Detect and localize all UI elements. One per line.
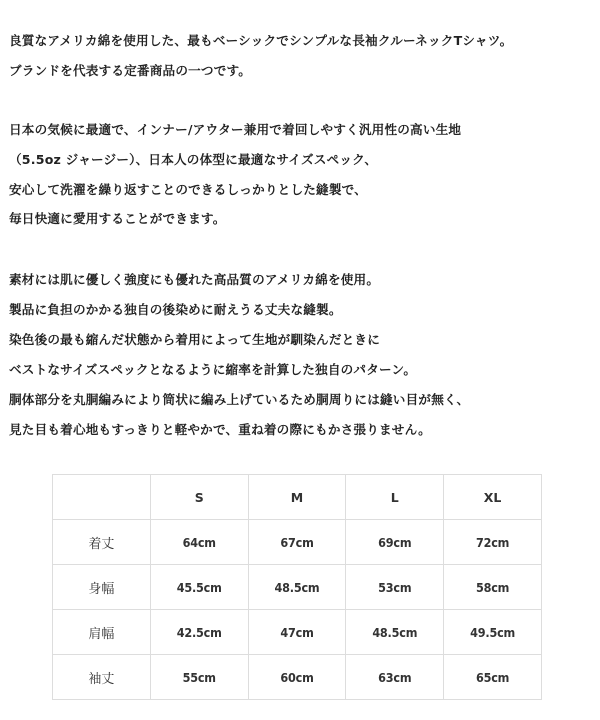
description-line: 染色後の最も縮んだ状態から着用によって生地が馴染んだときに [9,332,381,347]
description-line: ブランドを代表する定番商品の一つです。 [9,63,252,78]
table-cell: 55cm [150,655,248,700]
table-cell: 69cm [346,520,444,565]
description-line: 胴体部分を丸胴編みにより筒状に編み上げているため胴周りには縫い目が無く、 [9,392,470,407]
table-cell: 63cm [346,655,444,700]
row-label-body-width: 身幅 [53,565,151,610]
table-row [53,565,542,610]
size-header-row [53,475,542,520]
row-label-length: 着丈 [53,520,151,565]
corner-cell [53,475,151,520]
table-cell: 49.5cm [444,610,542,655]
row-label-shoulder-width: 肩幅 [53,610,151,655]
table-cell: 42.5cm [150,610,248,655]
table-row [53,610,542,655]
description-line: 製品に負担のかかる独自の後染めに耐えうる丈夫な縫製。 [9,302,342,317]
size-header-s: S [150,475,248,520]
table-cell: 58cm [444,565,542,610]
size-header-m: M [248,475,346,520]
size-chart-table [52,474,542,700]
table-cell: 64cm [150,520,248,565]
row-label-sleeve-length: 袖丈 [53,655,151,700]
size-header-xl: XL [444,475,542,520]
description-line: 安心して洗濯を繰り返すことのできるしっかりとした縫製で、 [9,182,367,197]
table-row [53,655,542,700]
size-header-l: L [346,475,444,520]
table-cell: 67cm [248,520,346,565]
table-cell: 72cm [444,520,542,565]
table-cell: 53cm [346,565,444,610]
description-line: ベストなサイズスペックとなるように縮率を計算した独自のパターン。 [9,362,417,377]
description-line: 見た目も着心地もすっきりと軽やかで、重ね着の際にもかさ張りません。 [9,422,431,437]
description-line: （5.5oz ジャージー）、日本人の体型に最適なサイズスペック、 [9,152,378,167]
description-line: 良質なアメリカ綿を使用した、最もベーシックでシンプルな長袖クルーネックTシャツ。 [9,33,513,48]
table-cell: 60cm [248,655,346,700]
table-cell: 48.5cm [346,610,444,655]
table-cell: 45.5cm [150,565,248,610]
table-cell: 48.5cm [248,565,346,610]
table-cell: 47cm [248,610,346,655]
table-row [53,520,542,565]
description-line: 毎日快適に愛用することができます。 [9,211,226,226]
description-line: 日本の気候に最適で、インナー/アウター兼用で着回しやすく汎用性の高い生地 [9,122,462,137]
description-line: 素材には肌に優しく強度にも優れた高品質のアメリカ綿を使用。 [9,272,380,287]
table-cell: 65cm [444,655,542,700]
